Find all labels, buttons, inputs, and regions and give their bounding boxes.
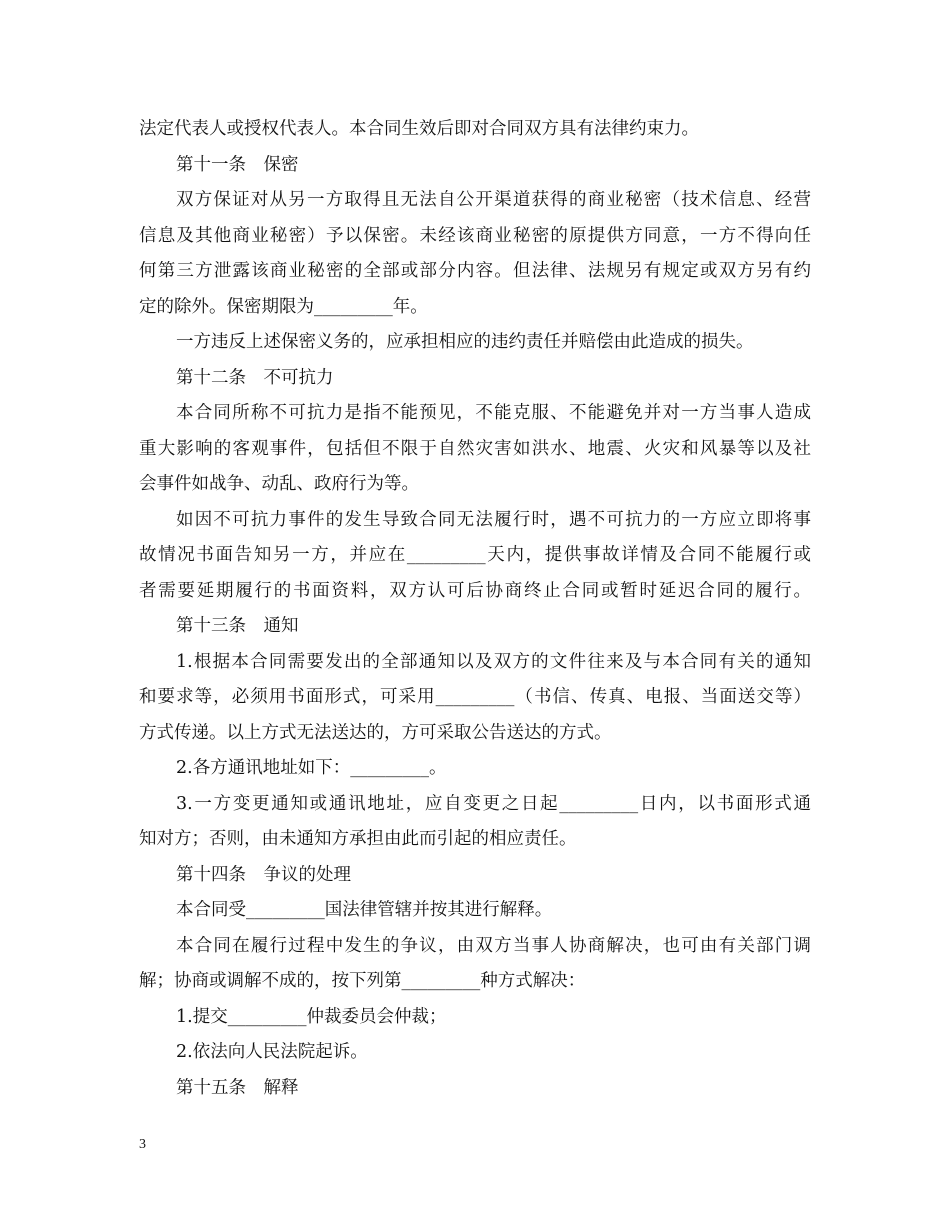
document-body: [139, 112, 811, 1106]
paragraph-line: 本合同所称不可抗力是指不能预见，不能克服、不能避免并对一方当事人造成: [176, 403, 811, 423]
paragraph-line: 知对方；否则，由未通知方承担由此而引起的相应责任。: [139, 829, 577, 849]
paragraph-line: 本合同受_________国法律管辖并按其进行解释。: [176, 900, 553, 920]
paragraph-line: 2.各方通讯地址如下：_________。: [176, 758, 447, 778]
paragraph-line: 3.一方变更通知或通讯地址，应自变更之日起_________日内，以书面形式通: [176, 793, 811, 814]
section-heading: 第十五条 解释: [176, 1077, 299, 1098]
paragraph-line: 会事件如战争、动乱、政府行为等。: [139, 474, 419, 494]
list-item: 1.提交_________仲裁委员会仲裁；: [176, 1006, 447, 1027]
paragraph-line: 重大影响的客观事件，包括但不限于自然灾害如洪水、地震、火灾和风暴等以及社: [139, 438, 811, 459]
section-heading: 第十二条 不可抗力: [176, 367, 334, 388]
paragraph-line: 法定代表人或授权代表人。本合同生效后即对合同双方具有法律约束力。: [139, 119, 699, 139]
paragraph-line: 双方保证对从另一方取得且无法自公开渠道获得的商业秘密（技术信息、经营: [176, 190, 811, 210]
section-heading: 第十三条 通知: [176, 616, 299, 636]
paragraph-line: 方式传递。以上方式无法送达的，方可采取公告送达的方式。: [139, 722, 612, 743]
paragraph-line: 如因不可抗力事件的发生导致合同无法履行时，遇不可抗力的一方应立即将事: [176, 509, 811, 530]
section-heading: 第十一条 保密: [176, 154, 299, 175]
paragraph-line: 信息及其他商业秘密）予以保密。未经该商业秘密的原提供方同意，一方不得向任: [139, 225, 811, 246]
paragraph-line: 定的除外。保密期限为_________年。: [139, 296, 428, 317]
paragraph-line: 解；协商或调解不成的，按下列第_________种方式解决：: [139, 971, 586, 991]
list-item: 2.依法向人民法院起诉。: [176, 1042, 368, 1062]
paragraph-line: 何第三方泄露该商业秘密的全部或部分内容。但法律、法规另有规定或双方另有约: [139, 261, 811, 281]
paragraph-line: 者需要延期履行的书面资料，双方认可后协商终止合同或暂时延迟合同的履行。: [139, 580, 811, 601]
paragraph-line: 本合同在履行过程中发生的争议，由双方当事人协商解决，也可由有关部门调: [176, 935, 811, 956]
page-number: 3: [139, 1137, 146, 1152]
paragraph-line: 和要求等，必须用书面形式，可采用_________（书信、传真、电报、当面送交等）: [139, 687, 811, 707]
paragraph-line: 一方违反上述保密义务的，应承担相应的违约责任并赔偿由此造成的损失。: [176, 332, 754, 352]
paragraph-line: 故情况书面告知另一方，并应在_________天内，提供事故详情及合同不能履行或: [139, 545, 811, 565]
section-heading: 第十四条 争议的处理: [176, 864, 351, 885]
paragraph-line: 1.根据本合同需要发出的全部通知以及双方的文件往来及与本合同有关的通知: [176, 651, 811, 672]
